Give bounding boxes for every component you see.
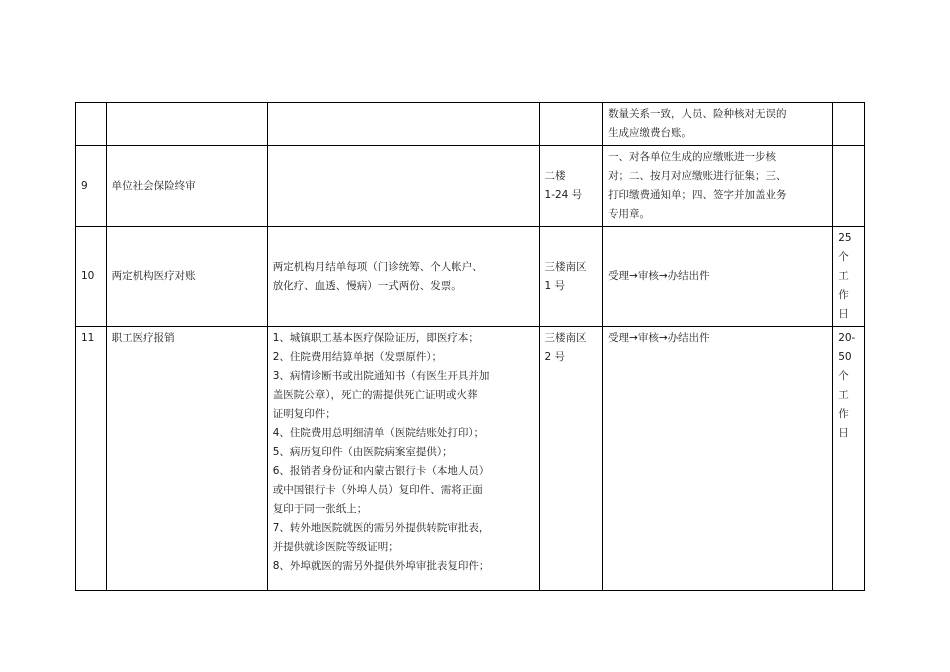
- process-line: 生成应缴费台账。: [608, 127, 693, 139]
- materials-cell: [267, 327, 539, 591]
- materials-line: 1、城镇职工基本医疗保险证历，即医疗本；: [272, 332, 479, 344]
- item-name: [106, 103, 267, 146]
- materials-cell: [267, 146, 539, 227]
- table-row: [76, 103, 865, 146]
- location-cell: [539, 327, 603, 591]
- item-name: 职工医疗报销: [106, 327, 267, 591]
- process-cell: [603, 146, 833, 227]
- time-cell: [833, 146, 865, 227]
- service-table: [75, 102, 865, 591]
- time-line: 20-50: [838, 332, 856, 363]
- time-cell: [833, 103, 865, 146]
- materials-line: 并提供就诊医院等级证明；: [272, 541, 399, 553]
- materials-line: 2、住院费用结算单据（发票原件）；: [272, 351, 443, 363]
- materials-line: 3、病情诊断书或出院通知书（有医生开具并加: [272, 370, 490, 382]
- location-line: 三楼南区: [544, 260, 587, 273]
- process-line: 数量关系一致，人员、险种核对无误的: [608, 108, 787, 120]
- process-line: 对；二、按月对应缴账进行征集；三、: [608, 170, 787, 182]
- materials-line: 6、报销者身份证和内蒙古银行卡（本地人员）: [272, 465, 490, 477]
- materials-line: 两定机构月结单每项（门诊统筹、个人帐户、: [272, 260, 483, 273]
- materials-line: 8、外埠就医的需另外提供外埠审批表复印件；: [272, 560, 490, 572]
- time-cell: [833, 227, 865, 327]
- process-cell: [603, 103, 833, 146]
- location-line: 2 号: [544, 351, 566, 363]
- materials-line: 证明复印件；: [272, 408, 336, 420]
- materials-line: 5、病历复印件（由医院病案室提供）；: [272, 446, 453, 458]
- item-name: 单位社会保险终审: [106, 146, 267, 227]
- location-line: 二楼: [544, 170, 566, 182]
- time-line: 25 个: [838, 232, 852, 263]
- materials-line: 或中国银行卡（外埠人员）复印件、需将正面: [272, 484, 483, 496]
- location-line: 1-24 号: [544, 189, 583, 201]
- materials-line: 4、住院费用总明细清单（医院结账处打印）；: [272, 427, 485, 439]
- materials-line: 7、转外地医院就医的需另外提供转院审批表，: [272, 522, 490, 534]
- materials-line: 盖医院公章），死亡的需提供死亡证明或火葬: [272, 389, 478, 401]
- time-line: 个工: [838, 370, 849, 401]
- process-line: 一、对各单位生成的应缴账进一步核: [608, 151, 777, 163]
- location-cell: [539, 146, 603, 227]
- row-number: 9: [76, 146, 107, 227]
- materials-cell: [267, 227, 539, 327]
- time-line: 作日: [838, 408, 849, 439]
- table-row: [76, 146, 865, 227]
- location-cell: [539, 103, 603, 146]
- row-number: 11: [76, 327, 107, 591]
- process-line: 专用章。: [608, 208, 651, 220]
- materials-cell: [267, 103, 539, 146]
- location-cell: [539, 227, 603, 327]
- materials-line: 复印于同一张纸上；: [272, 503, 368, 515]
- process-line: 打印缴费通知单；四、签字并加盖业务: [608, 189, 787, 201]
- location-line: 1 号: [544, 279, 566, 292]
- process-cell: 受理→审核→办结出件: [603, 327, 833, 591]
- row-number: 10: [76, 227, 107, 327]
- table-row: [76, 227, 865, 327]
- materials-line: 放化疗、血透、慢病）一式两份、发票。: [272, 279, 462, 292]
- item-name: 两定机构医疗对账: [106, 227, 267, 327]
- time-line: 日: [838, 308, 849, 320]
- process-cell: 受理→审核→办结出件: [603, 227, 833, 327]
- time-cell: [833, 327, 865, 591]
- table-row: [76, 327, 865, 591]
- time-line: 工作: [838, 270, 849, 301]
- row-number: [76, 103, 107, 146]
- location-line: 三楼南区: [544, 332, 587, 344]
